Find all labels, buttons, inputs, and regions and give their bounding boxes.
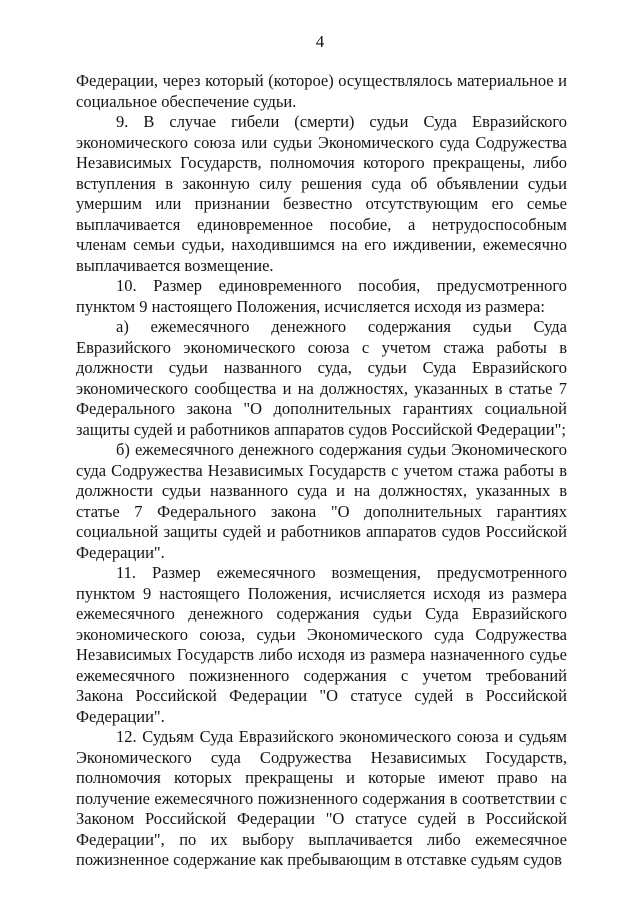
paragraph-10: 10. Размер единовременного пособия, предусмотренного пунктом 9 настоящего Положения, исчисляется исходя из размера: bbox=[76, 276, 567, 316]
paragraph-10b: б) ежемесячного денежного содержания судьи Экономического суда Содружества Независимых Государств с учетом стажа работы в должности судьи названного суда и на должностях, указанных в статье 7 Федерального закона "О дополнительных гарантиях социальной защиты судей и работников аппаратов судов Российской Федерации". bbox=[76, 440, 567, 562]
paragraph-11: 11. Размер ежемесячного возмещения, предусмотренного пунктом 9 настоящего Положения, исчисляется исходя из размера ежемесячного денежного содержания судьи Суда Евразийского экономического союза, судьи Экономического суда Содружества Независимых Государств либо исходя из размера назначенного судье ежемесячного пожизненного содержания с учетом требований Закона Российской Федерации "О статусе судей в Российской Федерации". bbox=[76, 563, 567, 726]
page-number: 4 bbox=[315, 32, 325, 51]
paragraph-12: 12. Судьям Суда Евразийского экономического союза и судьям Экономического суда Содружества Независимых Государств, полномочия которых прекращены и которые имеют право на получение ежемесячного пожизненного содержания в соответствии с Законом Российской Федерации "О статусе судей в Российской Федерации", по их выбору выплачивается либо ежемесячное пожизненное содержание как пребывающим в отставке судьям судов bbox=[76, 727, 567, 869]
document-body bbox=[76, 71, 567, 871]
paragraph-9: 9. В случае гибели (смерти) судьи Суда Евразийского экономического союза или судьи Экономического суда Содружества Независимых Государств, полномочия которого прекращены, либо вступления в законную силу решения суда об объявлении судьи умершим или признании безвестно отсутствующим его семье выплачивается единовременное пособие, а нетрудоспособным членам семьи судьи, находившимся на его иждивении, ежемесячно выплачивается возмещение. bbox=[76, 112, 567, 275]
paragraph-continuation: Федерации, через который (которое) осуществлялось материальное и социальное обеспечение судьи. bbox=[76, 71, 567, 111]
paragraph-10a: а) ежемесячного денежного содержания судьи Суда Евразийского экономического союза с учетом стажа работы в должности судьи названного суда, судьи Суда Евразийского экономического сообщества и на должностях, указанных в статье 7 Федерального закона "О дополнительных гарантиях социальной защиты судей и работников аппаратов судов Российской Федерации"; bbox=[76, 317, 567, 439]
